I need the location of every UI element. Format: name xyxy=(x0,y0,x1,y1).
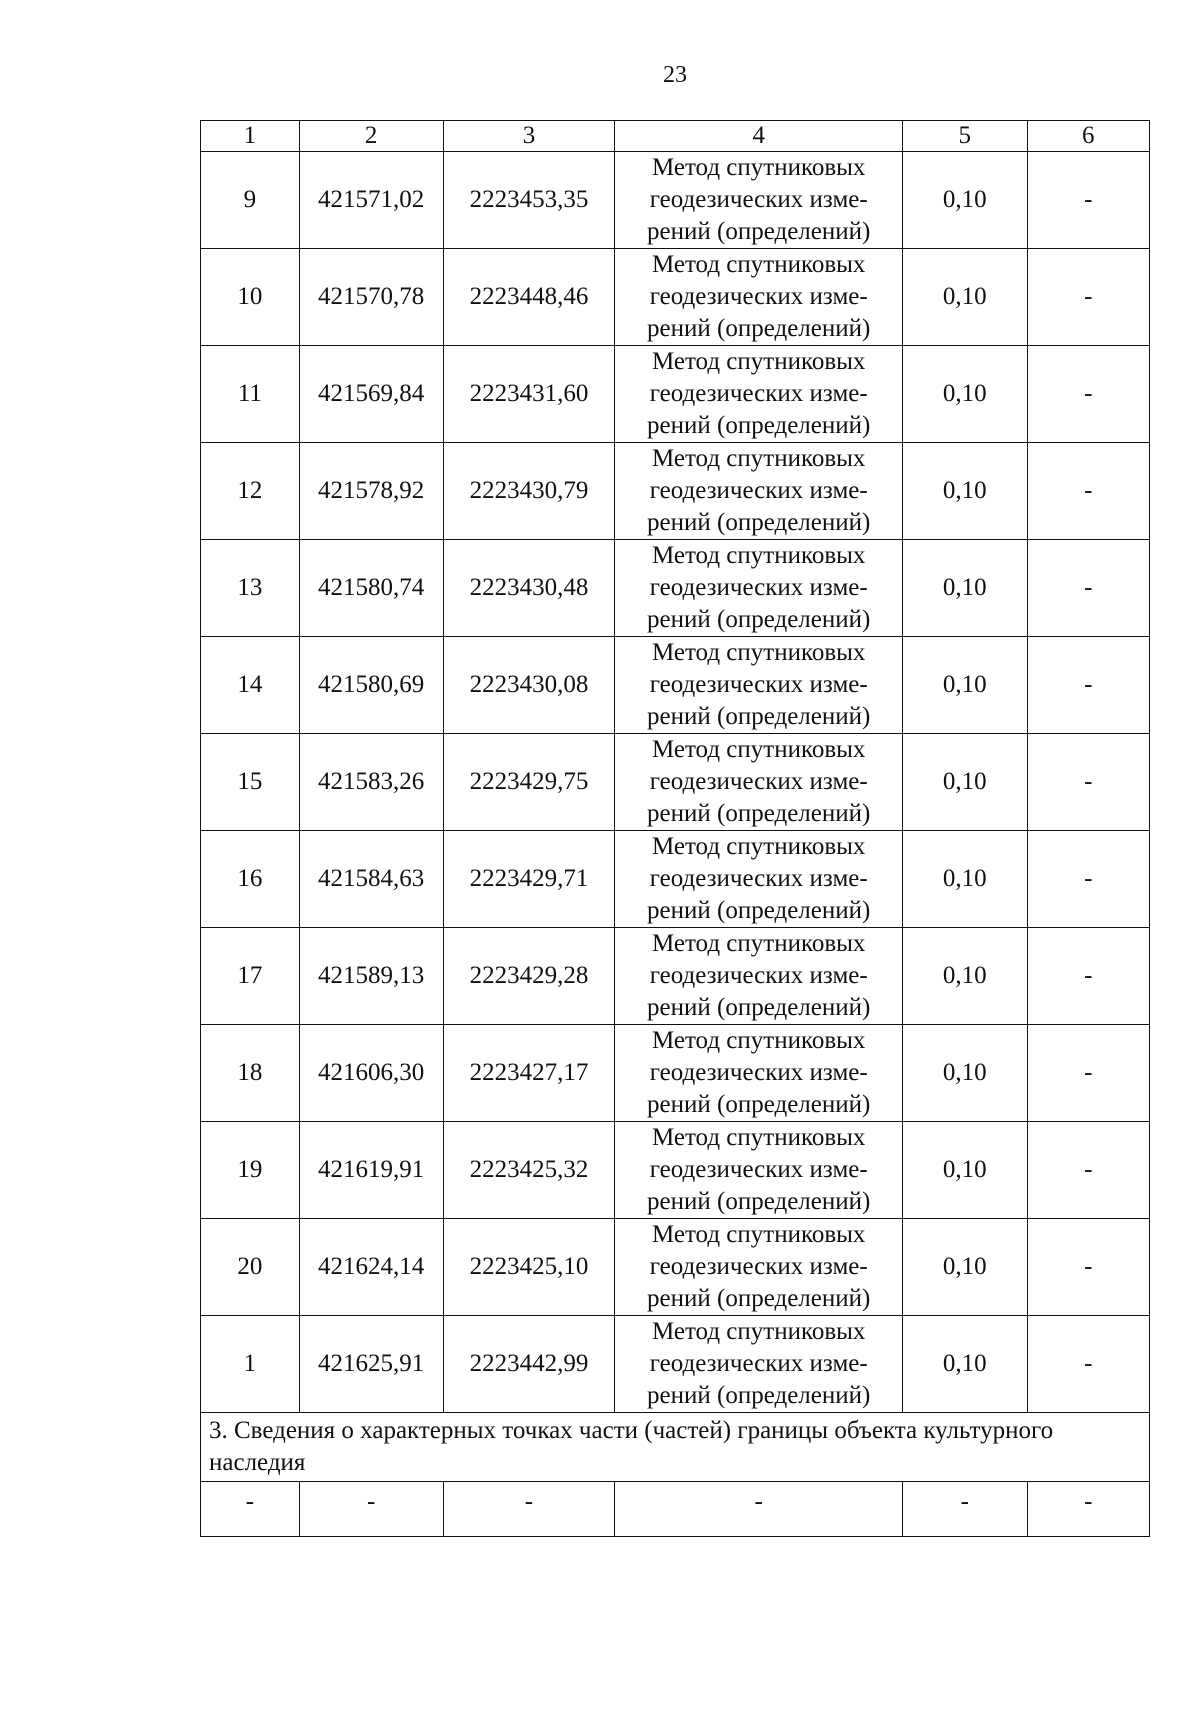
x-coordinate-cell: 421624,14 xyxy=(299,1219,443,1316)
method-line: геодезических изме- xyxy=(649,1156,868,1183)
point-number-cell: 9 xyxy=(201,152,300,249)
method-line: Метод спутниковых xyxy=(651,1124,866,1151)
empty-cell: - xyxy=(201,1482,300,1537)
method-cell xyxy=(615,152,903,249)
y-coordinate-cell: 2223425,10 xyxy=(443,1219,615,1316)
note-cell: - xyxy=(1027,346,1149,443)
table-row xyxy=(201,1122,1150,1219)
x-coordinate-cell: 421569,84 xyxy=(299,346,443,443)
method-line: Метод спутниковых xyxy=(651,639,866,666)
method-line: Метод спутниковых xyxy=(651,1318,866,1345)
method-cell xyxy=(615,1122,903,1219)
y-coordinate-cell: 2223429,71 xyxy=(443,831,615,928)
table-row xyxy=(201,831,1150,928)
point-number-cell: 15 xyxy=(201,734,300,831)
method-line: Метод спутниковых xyxy=(651,833,866,860)
method-line: геодезических изме- xyxy=(649,380,868,407)
empty-cell: - xyxy=(615,1482,903,1537)
method-line: рений (определений) xyxy=(647,606,871,633)
accuracy-cell: 0,10 xyxy=(903,1122,1028,1219)
y-coordinate-cell: 2223429,28 xyxy=(443,928,615,1025)
x-coordinate-cell: 421580,69 xyxy=(299,637,443,734)
accuracy-cell: 0,10 xyxy=(903,443,1028,540)
section-row xyxy=(201,1413,1150,1482)
method-line: рений (определений) xyxy=(647,1382,871,1409)
y-coordinate-cell: 2223430,79 xyxy=(443,443,615,540)
method-line: Метод спутниковых xyxy=(651,1221,866,1248)
y-coordinate-cell: 2223453,35 xyxy=(443,152,615,249)
method-line: геодезических изме- xyxy=(649,574,868,601)
note-cell: - xyxy=(1027,443,1149,540)
method-line: рений (определений) xyxy=(647,509,871,536)
accuracy-cell: 0,10 xyxy=(903,1025,1028,1122)
method-line: геодезических изме- xyxy=(649,865,868,892)
note-cell: - xyxy=(1027,637,1149,734)
method-line: рений (определений) xyxy=(647,218,871,245)
accuracy-cell: 0,10 xyxy=(903,346,1028,443)
method-line: рений (определений) xyxy=(647,703,871,730)
method-line: геодезических изме- xyxy=(649,1253,868,1280)
coordinates-table xyxy=(200,120,1150,1537)
method-line: геодезических изме- xyxy=(649,962,868,989)
header-cell: 5 xyxy=(903,121,1028,152)
note-cell: - xyxy=(1027,249,1149,346)
method-line: рений (определений) xyxy=(647,1188,871,1215)
x-coordinate-cell: 421619,91 xyxy=(299,1122,443,1219)
method-line: Метод спутниковых xyxy=(651,930,866,957)
method-line: рений (определений) xyxy=(647,1285,871,1312)
method-cell xyxy=(615,540,903,637)
method-cell xyxy=(615,1025,903,1122)
header-cell: 6 xyxy=(1027,121,1149,152)
note-cell: - xyxy=(1027,540,1149,637)
method-cell xyxy=(615,831,903,928)
table-row xyxy=(201,637,1150,734)
method-cell xyxy=(615,928,903,1025)
empty-cell: - xyxy=(1027,1482,1149,1537)
method-cell xyxy=(615,1316,903,1413)
method-cell xyxy=(615,1219,903,1316)
point-number-cell: 19 xyxy=(201,1122,300,1219)
method-line: геодезических изме- xyxy=(649,768,868,795)
method-cell xyxy=(615,249,903,346)
x-coordinate-cell: 421583,26 xyxy=(299,734,443,831)
point-number-cell: 18 xyxy=(201,1025,300,1122)
table-row xyxy=(201,249,1150,346)
y-coordinate-cell: 2223431,60 xyxy=(443,346,615,443)
note-cell: - xyxy=(1027,1122,1149,1219)
y-coordinate-cell: 2223442,99 xyxy=(443,1316,615,1413)
point-number-cell: 10 xyxy=(201,249,300,346)
note-cell: - xyxy=(1027,152,1149,249)
empty-cell: - xyxy=(299,1482,443,1537)
table-row xyxy=(201,346,1150,443)
x-coordinate-cell: 421570,78 xyxy=(299,249,443,346)
y-coordinate-cell: 2223427,17 xyxy=(443,1025,615,1122)
method-line: геодезических изме- xyxy=(649,1350,868,1377)
method-line: рений (определений) xyxy=(647,412,871,439)
point-number-cell: 20 xyxy=(201,1219,300,1316)
note-cell: - xyxy=(1027,734,1149,831)
method-cell xyxy=(615,346,903,443)
point-number-cell: 17 xyxy=(201,928,300,1025)
method-line: геодезических изме- xyxy=(649,477,868,504)
method-cell xyxy=(615,637,903,734)
point-number-cell: 13 xyxy=(201,540,300,637)
x-coordinate-cell: 421589,13 xyxy=(299,928,443,1025)
accuracy-cell: 0,10 xyxy=(903,831,1028,928)
method-line: Метод спутниковых xyxy=(651,445,866,472)
point-number-cell: 14 xyxy=(201,637,300,734)
x-coordinate-cell: 421606,30 xyxy=(299,1025,443,1122)
x-coordinate-cell: 421578,92 xyxy=(299,443,443,540)
header-row xyxy=(201,121,1150,152)
table-row xyxy=(201,152,1150,249)
accuracy-cell: 0,10 xyxy=(903,540,1028,637)
method-line: рений (определений) xyxy=(647,897,871,924)
y-coordinate-cell: 2223429,75 xyxy=(443,734,615,831)
method-line: рений (определений) xyxy=(647,800,871,827)
table-row xyxy=(201,734,1150,831)
empty-cell: - xyxy=(903,1482,1028,1537)
y-coordinate-cell: 2223425,32 xyxy=(443,1122,615,1219)
accuracy-cell: 0,10 xyxy=(903,152,1028,249)
accuracy-cell: 0,10 xyxy=(903,249,1028,346)
point-number-cell: 12 xyxy=(201,443,300,540)
section-title: 3. Сведения о характерных точках части (частей) границы объекта культурного наследия xyxy=(201,1413,1150,1482)
table-row xyxy=(201,1219,1150,1316)
empty-cell: - xyxy=(443,1482,615,1537)
header-cell: 1 xyxy=(201,121,300,152)
page-number: 23 xyxy=(663,62,687,88)
method-line: Метод спутниковых xyxy=(651,348,866,375)
method-cell xyxy=(615,443,903,540)
x-coordinate-cell: 421571,02 xyxy=(299,152,443,249)
y-coordinate-cell: 2223430,48 xyxy=(443,540,615,637)
accuracy-cell: 0,10 xyxy=(903,1316,1028,1413)
note-cell: - xyxy=(1027,1316,1149,1413)
table-row xyxy=(201,1316,1150,1413)
method-line: Метод спутниковых xyxy=(651,251,866,278)
method-line: рений (определений) xyxy=(647,315,871,342)
method-line: Метод спутниковых xyxy=(651,736,866,763)
note-cell: - xyxy=(1027,928,1149,1025)
accuracy-cell: 0,10 xyxy=(903,928,1028,1025)
header-cell: 4 xyxy=(615,121,903,152)
note-cell: - xyxy=(1027,1219,1149,1316)
table-row xyxy=(201,540,1150,637)
method-line: геодезических изме- xyxy=(649,186,868,213)
y-coordinate-cell: 2223430,08 xyxy=(443,637,615,734)
accuracy-cell: 0,10 xyxy=(903,734,1028,831)
point-number-cell: 1 xyxy=(201,1316,300,1413)
table-row xyxy=(201,443,1150,540)
x-coordinate-cell: 421580,74 xyxy=(299,540,443,637)
method-line: рений (определений) xyxy=(647,994,871,1021)
method-line: геодезических изме- xyxy=(649,671,868,698)
point-number-cell: 11 xyxy=(201,346,300,443)
method-line: Метод спутниковых xyxy=(651,1027,866,1054)
method-line: Метод спутниковых xyxy=(651,154,866,181)
header-cell: 3 xyxy=(443,121,615,152)
note-cell: - xyxy=(1027,1025,1149,1122)
table-row xyxy=(201,1025,1150,1122)
x-coordinate-cell: 421584,63 xyxy=(299,831,443,928)
y-coordinate-cell: 2223448,46 xyxy=(443,249,615,346)
empty-data-row xyxy=(201,1482,1150,1537)
method-line: рений (определений) xyxy=(647,1091,871,1118)
x-coordinate-cell: 421625,91 xyxy=(299,1316,443,1413)
note-cell: - xyxy=(1027,831,1149,928)
method-line: геодезических изме- xyxy=(649,1059,868,1086)
point-number-cell: 16 xyxy=(201,831,300,928)
method-line: Метод спутниковых xyxy=(651,542,866,569)
header-cell: 2 xyxy=(299,121,443,152)
method-line: геодезических изме- xyxy=(649,283,868,310)
accuracy-cell: 0,10 xyxy=(903,637,1028,734)
accuracy-cell: 0,10 xyxy=(903,1219,1028,1316)
method-cell xyxy=(615,734,903,831)
table-row xyxy=(201,928,1150,1025)
